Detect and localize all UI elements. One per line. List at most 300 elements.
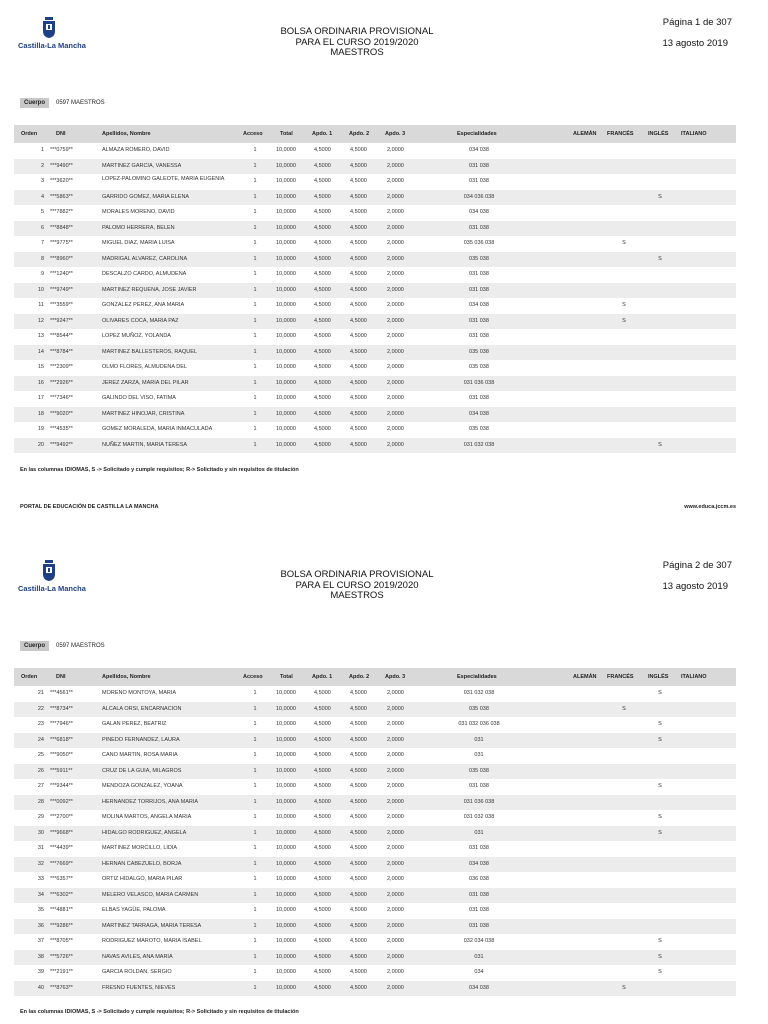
cell-apdo3: 2,0000 [387, 984, 404, 991]
cell-apdo1: 4,5000 [314, 736, 331, 743]
cell-orden: 33 [37, 876, 44, 882]
table-row [14, 360, 736, 376]
cell-apdo2: 4,5000 [350, 690, 367, 696]
table-row [14, 298, 736, 314]
cell-apdo2: 4,5000 [350, 907, 367, 913]
table-header [14, 668, 736, 686]
table-body [14, 143, 736, 453]
cell-acceso: 1 [253, 953, 257, 960]
cell-nombre: MIGUEL DIAZ, MARIA LUISA [102, 240, 175, 246]
cell-especialidades: 031 038 [469, 286, 489, 293]
cell-total: 10,0000 [276, 705, 296, 712]
cell-apdo1: 4,5000 [314, 876, 331, 882]
cell-dni: ***9247** [50, 317, 73, 324]
cell-acceso: 1 [253, 255, 257, 262]
cell-nombre: MARTINEZ TARRAGA, MARIA TERESA [102, 922, 202, 929]
cell-nombre: PINEDO FERNANDEZ, LAURA [102, 736, 180, 743]
cell-total: 10,0000 [276, 395, 296, 401]
cell-apdo1: 4,5000 [314, 364, 331, 370]
cell-especialidades: 031 036 038 [463, 379, 495, 386]
cell-nombre: ALMAZA ROMERO, DAVID [102, 147, 170, 153]
cell-dni: ***9749** [50, 286, 73, 293]
cell-ingles: S [658, 721, 662, 727]
cell-total: 10,0000 [276, 271, 296, 277]
cell-nombre: GONZALEZ PEREZ, ANA MARIA [102, 302, 185, 308]
cell-especialidades: 034 038 [469, 860, 489, 867]
cell-nombre: PALOMO HERRERA, BELEN [102, 224, 175, 231]
cell-acceso: 1 [253, 271, 257, 277]
cell-nombre: MARTINEZ REQUENA, JOSE JAVIER [102, 286, 197, 293]
cell-especialidades: 032 034 038 [463, 938, 495, 944]
cell-apdo2: 4,5000 [350, 984, 367, 991]
cell-apdo1: 4,5000 [314, 441, 331, 448]
cell-total: 10,0000 [276, 379, 296, 386]
cuerpo-info [20, 98, 105, 108]
cell-especialidades: 031 038 [469, 845, 489, 851]
cell-orden: 25 [37, 752, 44, 758]
cell-frances: S [622, 317, 626, 324]
cell-total: 10,0000 [276, 690, 296, 696]
col-acceso: Acceso [243, 131, 263, 137]
cell-total: 10,0000 [276, 876, 296, 882]
col-especialidades: Especialidades [457, 131, 497, 137]
cell-orden: 20 [37, 441, 44, 448]
cell-especialidades: 031 038 [469, 922, 489, 929]
col-nombre: Apellidos, Nombre [102, 674, 151, 680]
cell-dni: ***5863** [50, 193, 73, 200]
cell-apdo3: 2,0000 [387, 690, 404, 696]
cell-apdo1: 4,5000 [314, 224, 331, 231]
cell-apdo3: 2,0000 [387, 364, 404, 370]
cell-acceso: 1 [253, 984, 257, 991]
cell-dni: ***9020** [50, 410, 73, 417]
cell-especialidades: 034 036 038 [463, 193, 495, 200]
cell-nombre: ALCALA ORSI, ENCARNACION [102, 705, 182, 712]
cell-ingles: S [658, 736, 662, 743]
cell-dni: ***3559** [50, 302, 73, 308]
cell-especialidades: 031 038 [469, 317, 489, 324]
cell-especialidades: 035 038 [469, 426, 489, 432]
cell-apdo3: 2,0000 [387, 271, 404, 277]
cell-especialidades: 035 036 038 [463, 240, 495, 246]
table-row [14, 407, 736, 423]
cell-apdo3: 2,0000 [387, 410, 404, 417]
col-ingles: INGLÉS [648, 674, 669, 680]
cell-orden: 5 [40, 209, 44, 215]
cell-dni: ***9050** [50, 752, 73, 758]
cell-orden: 8 [40, 255, 44, 262]
cell-orden: 35 [37, 907, 44, 913]
cell-total: 10,0000 [276, 767, 296, 774]
table-row [14, 314, 736, 330]
cell-apdo1: 4,5000 [314, 814, 331, 820]
cell-dni: ***8705** [50, 938, 73, 944]
cell-especialidades: 035 038 [469, 767, 489, 774]
table-row [14, 733, 736, 749]
cell-acceso: 1 [253, 860, 257, 867]
cell-apdo2: 4,5000 [350, 953, 367, 960]
col-apdo2: Apdo. 2 [349, 131, 370, 137]
cell-dni: ***0092** [50, 798, 73, 805]
cell-apdo2: 4,5000 [350, 255, 367, 262]
cell-apdo2: 4,5000 [350, 240, 367, 246]
table-row [14, 981, 736, 997]
cell-nombre: OLMO FLORES, ALMUDENA DEL [102, 364, 187, 370]
cuerpo-value: 0597 MAESTROS [56, 643, 105, 649]
col-especialidades: Especialidades [457, 674, 497, 680]
cell-acceso: 1 [253, 690, 257, 696]
cell-apdo2: 4,5000 [350, 147, 367, 153]
cell-especialidades: 036 038 [469, 876, 489, 882]
cell-acceso: 1 [253, 845, 257, 851]
cell-apdo3: 2,0000 [387, 969, 404, 975]
document-title [257, 27, 457, 59]
cell-ingles: S [658, 969, 662, 975]
cell-dni: ***9286** [50, 922, 73, 929]
cell-dni: ***9775** [50, 240, 73, 246]
table-row [14, 159, 736, 175]
cell-nombre: RODRIGUEZ MAROTO, MARIA ISABEL [102, 938, 202, 944]
cell-acceso: 1 [253, 209, 257, 215]
table-row [14, 236, 736, 252]
cell-especialidades: 035 038 [469, 705, 489, 712]
cell-acceso: 1 [253, 162, 257, 169]
cell-apdo1: 4,5000 [314, 767, 331, 774]
table-row [14, 376, 736, 392]
cell-dni: ***4439** [50, 845, 73, 851]
cell-acceso: 1 [253, 922, 257, 929]
cell-apdo3: 2,0000 [387, 379, 404, 386]
table-row [14, 174, 736, 190]
cell-nombre: ELBAS YAGÜE, PALOMA [102, 907, 166, 913]
document-date: 13 agosto 2019 [662, 38, 728, 49]
cell-apdo3: 2,0000 [387, 922, 404, 929]
table-row [14, 888, 736, 904]
document-date: 13 agosto 2019 [662, 581, 728, 592]
cell-acceso: 1 [253, 907, 257, 913]
col-apdo2: Apdo. 2 [349, 674, 370, 680]
cell-apdo3: 2,0000 [387, 395, 404, 401]
cell-apdo3: 2,0000 [387, 302, 404, 308]
cell-nombre: MENDOZA GONZALEZ, YOANA [102, 783, 183, 789]
cell-especialidades: 031 032 036 038 [458, 721, 500, 727]
cell-apdo2: 4,5000 [350, 333, 367, 339]
cell-orden: 9 [40, 271, 44, 277]
cell-acceso: 1 [253, 178, 257, 184]
cell-frances: S [622, 302, 626, 308]
cell-acceso: 1 [253, 317, 257, 324]
cell-apdo2: 4,5000 [350, 286, 367, 293]
cell-apdo3: 2,0000 [387, 783, 404, 789]
cell-orden: 37 [37, 938, 44, 944]
cell-dni: ***8848** [50, 224, 73, 231]
cell-acceso: 1 [253, 395, 257, 401]
cell-dni: ***9492** [50, 441, 73, 448]
website-link[interactable]: www.educa.jccm.es [684, 504, 736, 510]
cell-total: 10,0000 [276, 752, 296, 758]
cell-especialidades: 031 038 [469, 162, 489, 169]
cell-orden: 40 [37, 984, 44, 991]
cell-apdo3: 2,0000 [387, 441, 404, 448]
cell-dni: ***8784** [50, 348, 73, 355]
cell-dni: ***2191** [50, 969, 73, 975]
cell-nombre: HERNAN CABEZUELO, BORJA [102, 860, 182, 867]
cell-apdo1: 4,5000 [314, 426, 331, 432]
cell-total: 10,0000 [276, 333, 296, 339]
cell-apdo3: 2,0000 [387, 829, 404, 836]
cell-apdo2: 4,5000 [350, 783, 367, 789]
cell-dni: ***9344** [50, 783, 73, 789]
cell-apdo2: 4,5000 [350, 798, 367, 805]
cell-apdo2: 4,5000 [350, 860, 367, 867]
cell-acceso: 1 [253, 240, 257, 246]
cell-orden: 6 [40, 224, 44, 231]
cell-especialidades: 035 038 [469, 255, 489, 262]
table-row [14, 702, 736, 718]
table-row [14, 841, 736, 857]
cell-orden: 21 [37, 690, 44, 696]
cell-especialidades: 034 [474, 969, 484, 975]
cell-apdo2: 4,5000 [350, 209, 367, 215]
cell-acceso: 1 [253, 147, 257, 153]
cell-nombre: DESCALZO CARDO, ALMUDENA [102, 271, 187, 277]
cell-dni: ***4535** [50, 426, 73, 432]
cell-ingles: S [658, 953, 662, 960]
cell-nombre: LOPEZ MUÑOZ, YOLANDA [102, 333, 171, 339]
cell-apdo2: 4,5000 [350, 317, 367, 324]
col-orden: Orden [21, 674, 38, 680]
col-frances: FRANCÉS [607, 674, 634, 680]
cell-orden: 10 [37, 286, 44, 293]
cell-apdo2: 4,5000 [350, 379, 367, 386]
cell-nombre: FRESNO FUENTES, NIEVES [102, 984, 176, 991]
cell-especialidades: 035 038 [469, 364, 489, 370]
cell-especialidades: 031 038 [469, 907, 489, 913]
cell-dni: ***6357** [50, 876, 73, 882]
cell-dni: ***2700** [50, 814, 73, 820]
coat-of-arms-icon [41, 17, 57, 39]
cell-total: 10,0000 [276, 736, 296, 743]
cell-apdo1: 4,5000 [314, 333, 331, 339]
cell-total: 10,0000 [276, 178, 296, 184]
cell-apdo2: 4,5000 [350, 395, 367, 401]
cell-dni: ***7882** [50, 209, 73, 215]
cell-total: 10,0000 [276, 302, 296, 308]
cell-orden: 23 [37, 721, 44, 727]
cell-apdo1: 4,5000 [314, 984, 331, 991]
cell-apdo1: 4,5000 [314, 938, 331, 944]
cell-orden: 28 [37, 798, 44, 805]
cell-apdo2: 4,5000 [350, 441, 367, 448]
cell-apdo3: 2,0000 [387, 705, 404, 712]
cell-especialidades: 031 [474, 829, 484, 836]
cell-acceso: 1 [253, 736, 257, 743]
col-ingles: INGLÉS [648, 131, 669, 137]
cell-orden: 2 [40, 162, 44, 169]
cell-dni: ***7946** [50, 721, 73, 727]
cell-orden: 3 [40, 178, 44, 184]
cell-orden: 27 [37, 783, 44, 789]
cell-dni: ***8734** [50, 705, 73, 712]
col-nombre: Apellidos, Nombre [102, 131, 151, 137]
cell-orden: 38 [37, 953, 44, 960]
cell-total: 10,0000 [276, 783, 296, 789]
col-apdo3: Apdo. 3 [385, 674, 406, 680]
cell-especialidades: 031 038 [469, 395, 489, 401]
col-total: Total [280, 674, 293, 680]
cell-apdo2: 4,5000 [350, 969, 367, 975]
cell-nombre: MARTINEZ MORCILLO, LIDIA [102, 845, 178, 851]
cell-nombre: GOMEZ MORALEDA, MARIA INMACULADA [102, 426, 213, 432]
cell-nombre: NUÑEZ MARTIN, MARIA TERESA [102, 441, 188, 448]
col-apdo1: Apdo. 1 [312, 674, 333, 680]
col-aleman: ALEMÁN [573, 674, 597, 680]
cell-orden: 1 [40, 147, 44, 153]
cell-apdo1: 4,5000 [314, 348, 331, 355]
table-row [14, 717, 736, 733]
cell-especialidades: 031 038 [469, 333, 489, 339]
cell-total: 10,0000 [276, 147, 296, 153]
cell-apdo2: 4,5000 [350, 426, 367, 432]
cell-acceso: 1 [253, 938, 257, 944]
cell-dni: ***8544** [50, 333, 73, 339]
table-row [14, 205, 736, 221]
cell-apdo1: 4,5000 [314, 891, 331, 898]
cell-especialidades: 031 038 [469, 271, 489, 277]
table-row [14, 252, 736, 268]
cell-acceso: 1 [253, 193, 257, 200]
cell-dni: ***6302** [50, 891, 73, 898]
cell-nombre: MARTINEZ BALLESTEROS, RAQUEL [102, 348, 197, 355]
cell-apdo2: 4,5000 [350, 364, 367, 370]
cell-apdo3: 2,0000 [387, 860, 404, 867]
cell-total: 10,0000 [276, 162, 296, 169]
cell-acceso: 1 [253, 783, 257, 789]
cuerpo-label: Cuerpo [20, 641, 49, 651]
page-number: Página 2 de 307 [662, 560, 732, 571]
col-apdo1: Apdo. 1 [312, 131, 333, 137]
cell-acceso: 1 [253, 891, 257, 898]
cell-dni: ***4561** [50, 690, 73, 696]
cell-especialidades: 031 032 038 [463, 690, 495, 696]
cell-orden: 14 [37, 348, 44, 355]
cell-ingles: S [658, 814, 662, 820]
cell-dni: ***5726** [50, 953, 73, 960]
cell-dni: ***4881** [50, 907, 73, 913]
table-row [14, 221, 736, 237]
cell-dni: ***2926** [50, 379, 73, 386]
cell-nombre: GALAN PEREZ, BEATRIZ [102, 721, 167, 727]
cell-dni: ***7669** [50, 860, 73, 867]
cell-ingles: S [658, 255, 662, 262]
cell-especialidades: 034 038 [469, 410, 489, 417]
cell-apdo3: 2,0000 [387, 767, 404, 774]
cell-acceso: 1 [253, 752, 257, 758]
cell-total: 10,0000 [276, 286, 296, 293]
cell-ingles: S [658, 193, 662, 200]
table-body [14, 686, 736, 996]
cell-total: 10,0000 [276, 224, 296, 231]
cell-apdo1: 4,5000 [314, 271, 331, 277]
cell-acceso: 1 [253, 348, 257, 355]
table-row [14, 345, 736, 361]
cell-apdo3: 2,0000 [387, 907, 404, 913]
cell-apdo1: 4,5000 [314, 860, 331, 867]
cell-nombre: OLIVARES COCA, MARIA PAZ [102, 317, 179, 324]
cell-apdo1: 4,5000 [314, 829, 331, 836]
coat-of-arms-icon [41, 560, 57, 582]
cell-apdo2: 4,5000 [350, 891, 367, 898]
cell-total: 10,0000 [276, 845, 296, 851]
cell-total: 10,0000 [276, 364, 296, 370]
cell-orden: 36 [37, 922, 44, 929]
cell-orden: 24 [37, 736, 44, 743]
cell-nombre: JEREZ ZARZA, MARIA DEL PILAR [102, 379, 189, 386]
cell-apdo3: 2,0000 [387, 224, 404, 231]
title-line-2: PARA EL CURSO 2019/2020 [295, 579, 419, 591]
idiomas-footnote: En las columnas IDIOMAS, S -> Solicitado y cumple requisitos; R-> Solicitado y sin requisitos de titulación [20, 467, 299, 473]
cell-total: 10,0000 [276, 891, 296, 898]
cell-total: 10,0000 [276, 209, 296, 215]
cell-apdo2: 4,5000 [350, 705, 367, 712]
cell-apdo3: 2,0000 [387, 193, 404, 200]
cell-total: 10,0000 [276, 721, 296, 727]
cell-orden: 13 [37, 333, 44, 339]
cell-nombre: MARTINEZ HINOJAR, CRISTINA [102, 410, 185, 417]
cell-acceso: 1 [253, 721, 257, 727]
org-logo-text: Castilla-La Mancha [18, 41, 86, 50]
table-row [14, 283, 736, 299]
document-title [257, 570, 457, 602]
cell-especialidades: 031 038 [469, 783, 489, 789]
cell-nombre: MADRIGAL ALVAREZ, CAROLINA [102, 255, 188, 262]
cell-apdo2: 4,5000 [350, 767, 367, 774]
table-row [14, 857, 736, 873]
cell-apdo2: 4,5000 [350, 845, 367, 851]
cell-apdo3: 2,0000 [387, 317, 404, 324]
cell-especialidades: 031 032 038 [463, 441, 495, 448]
cell-acceso: 1 [253, 969, 257, 975]
cell-apdo1: 4,5000 [314, 705, 331, 712]
cell-ingles: S [658, 783, 662, 789]
cell-ingles: S [658, 441, 662, 448]
cell-apdo1: 4,5000 [314, 395, 331, 401]
cell-apdo2: 4,5000 [350, 348, 367, 355]
title-line-1: BOLSA ORDINARIA PROVISIONAL [280, 26, 434, 37]
cell-apdo3: 2,0000 [387, 798, 404, 805]
cell-apdo1: 4,5000 [314, 752, 331, 758]
col-dni: DNI [56, 131, 66, 137]
cell-nombre: MORENO MONTOYA, MARIA [102, 690, 177, 696]
cuerpo-info [20, 641, 105, 651]
cell-apdo2: 4,5000 [350, 938, 367, 944]
cell-orden: 26 [37, 767, 44, 774]
cell-dni: ***3620** [50, 178, 73, 184]
cell-orden: 12 [37, 317, 44, 324]
table-row [14, 190, 736, 206]
cell-especialidades: 034 038 [469, 302, 489, 308]
idiomas-footnote: En las columnas IDIOMAS, S -> Solicitado y cumple requisitos; R-> Solicitado y sin requisitos de titulación [20, 1009, 299, 1015]
cell-apdo2: 4,5000 [350, 271, 367, 277]
cell-apdo3: 2,0000 [387, 255, 404, 262]
cell-apdo2: 4,5000 [350, 193, 367, 200]
org-logo-text: Castilla-La Mancha [18, 584, 86, 593]
cell-apdo3: 2,0000 [387, 162, 404, 169]
cell-acceso: 1 [253, 302, 257, 308]
cell-total: 10,0000 [276, 193, 296, 200]
cell-orden: 11 [38, 302, 44, 308]
cell-apdo3: 2,0000 [387, 721, 404, 727]
